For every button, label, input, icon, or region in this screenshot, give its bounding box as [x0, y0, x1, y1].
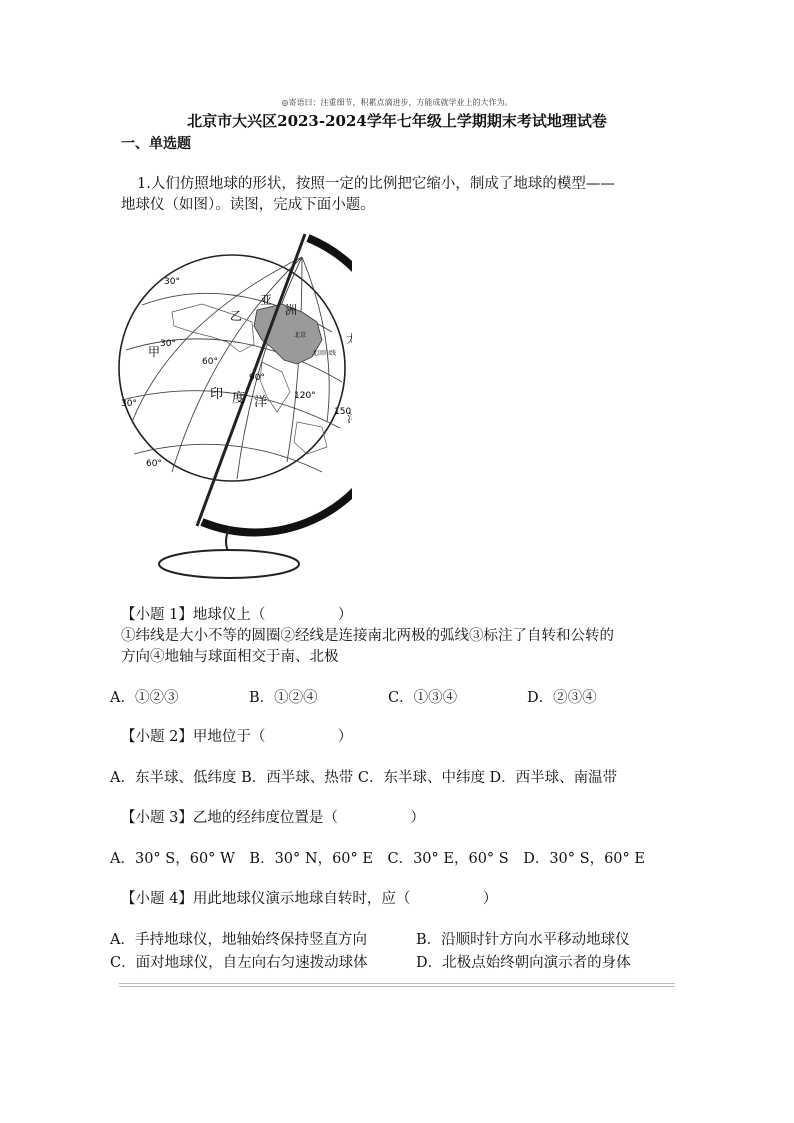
- globe-label: 60°: [202, 357, 218, 367]
- q3-stem: 【小题 3】乙地的经纬度位置是（ ）: [121, 810, 425, 826]
- globe-label: 度: [232, 391, 246, 406]
- q1-option-c[interactable]: C．①③④: [388, 690, 458, 706]
- globe-label: 印: [210, 387, 224, 402]
- motto: ◎寄语曰：注重细节，积累点滴进步，方能成就学业上的大作为。: [281, 98, 513, 107]
- globe-figure: [112, 222, 352, 584]
- globe-label: 30°: [160, 339, 176, 349]
- tropic-label: 北回归线: [312, 350, 337, 357]
- globe-label: 太: [345, 332, 352, 346]
- divider: [119, 983, 675, 984]
- q4-option-b[interactable]: B．沿顺时针方向水平移动地球仪: [416, 932, 630, 948]
- q4-stem: 【小题 4】用此地球仪演示地球自转时，应（ ）: [121, 891, 498, 907]
- q2-stem: 【小题 2】甲地位于（ ）: [121, 729, 353, 745]
- q1-option-d[interactable]: D．②③④: [527, 690, 597, 706]
- globe-sphere: [119, 255, 345, 481]
- q4-option-d[interactable]: D．北极点始终朝向演示者的身体: [416, 955, 631, 971]
- globe-label: 亚: [260, 293, 273, 307]
- point-jia-label: 甲: [148, 345, 161, 359]
- question-intro-line2: 地球仪（如图）。读图，完成下面小题。: [121, 197, 375, 213]
- globe-illustration: [112, 222, 352, 584]
- globe-label: 60°: [146, 459, 162, 469]
- globe-label: 洲: [285, 303, 298, 317]
- globe-label: [347, 411, 352, 425]
- q1-desc-line1: ①纬线是大小不等的圆圈②经线是连接南北两极的弧线③标注了自转和公转的: [121, 628, 614, 644]
- globe-stand-base: [159, 550, 299, 578]
- q1-stem: 【小题 1】地球仪上（ ）: [121, 607, 353, 623]
- globe-label: 90°: [249, 373, 265, 383]
- q1-option-a[interactable]: A．①②③: [110, 690, 179, 706]
- beijing-label: 北京: [294, 332, 307, 339]
- globe-label: 150: [334, 407, 352, 417]
- page-title: 北京市大兴区2023-2024学年七年级上学期期末考试地理试卷: [187, 112, 607, 130]
- point-yi-label: 乙: [230, 309, 243, 323]
- globe-label: 120°: [294, 391, 316, 401]
- section-heading: 一、单选题: [121, 136, 191, 152]
- q1-desc-line2: 方向④地轴与球面相交于南、北极: [121, 649, 339, 665]
- globe-label: 洋: [254, 395, 268, 410]
- q1-option-b[interactable]: B．①②④: [249, 690, 318, 706]
- question-intro-line1: 1.人们仿照地球的形状，按照一定的比例把它缩小，制成了地球的模型——: [137, 176, 615, 192]
- globe-label: 30°: [121, 399, 137, 409]
- q4-option-a[interactable]: A．手持地球仪，地轴始终保持竖直方向: [110, 932, 367, 948]
- globe-label: 30°: [164, 277, 180, 287]
- q4-option-c[interactable]: C．面对地球仪，自左向右匀速拨动球体: [110, 955, 368, 971]
- divider: [119, 986, 675, 987]
- q3-options[interactable]: A．30° S，60° W B．30° N，60° E C．30° E，60° S D．30° S，60° E: [110, 851, 645, 867]
- q2-options[interactable]: A．东半球、低纬度 B．西半球、热带 C．东半球、中纬度 D．西半球、南温带: [110, 770, 618, 786]
